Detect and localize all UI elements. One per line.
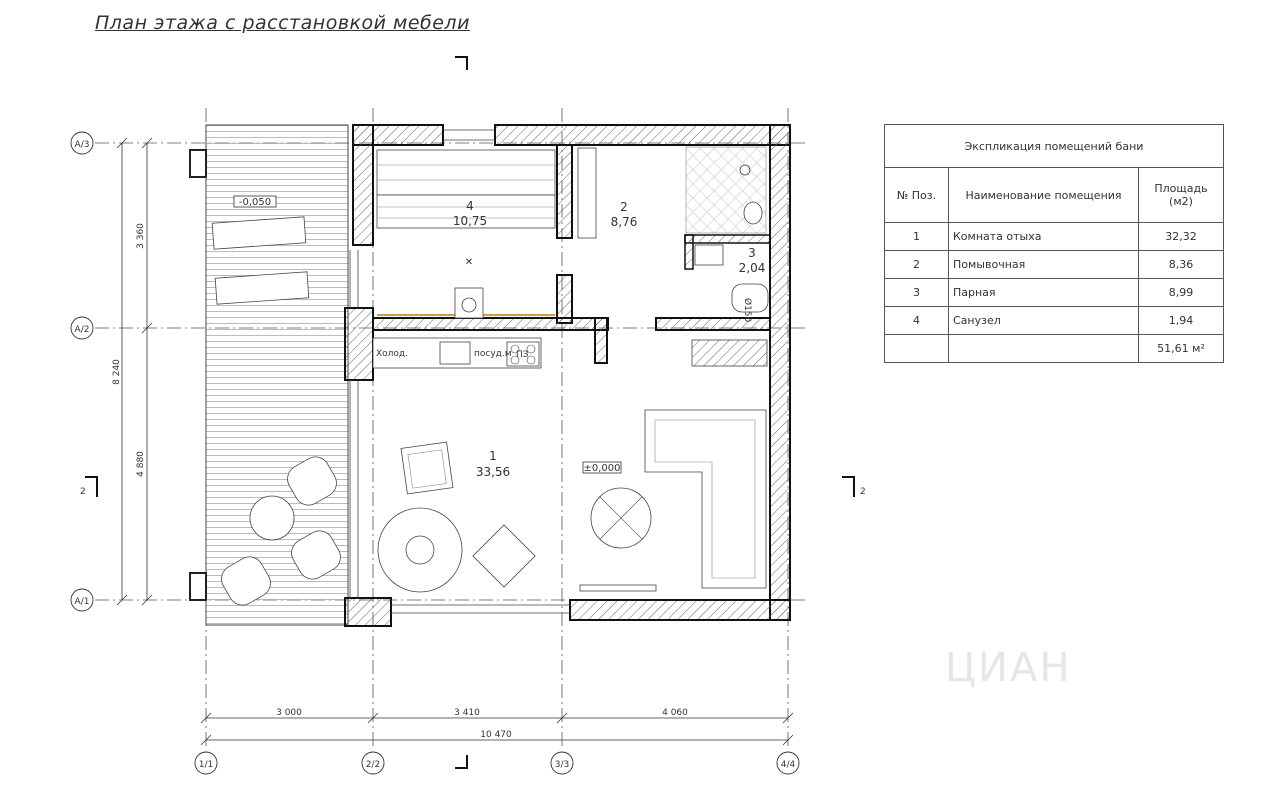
stove-label: ПЗ	[516, 350, 529, 360]
dim-total-vertical: 8 240	[112, 359, 122, 385]
explication-table	[884, 124, 1224, 363]
dim-span-1: 3 000	[276, 708, 302, 718]
room-3-area: 2,04	[738, 261, 766, 275]
room-3-num: 3	[748, 246, 756, 260]
vent-label: Ø150	[742, 298, 752, 323]
toilet	[744, 202, 762, 224]
table-row-total: 51,61 м²	[885, 335, 1224, 363]
header-name: Наименование помещения	[949, 168, 1139, 223]
room-1-num: 1	[489, 449, 497, 463]
table-row: 4 Санузел 1,94	[885, 307, 1224, 335]
section-mark-right: 2	[860, 487, 866, 497]
axis-label-2: 2/2	[365, 760, 381, 770]
room-2-num: 2	[620, 200, 628, 214]
room-4-area: 10,75	[452, 214, 488, 228]
table-row: 3 Парная 8,99	[885, 279, 1224, 307]
dim-span-2: 3 410	[454, 708, 480, 718]
level-floor: ±0,000	[583, 463, 621, 474]
level-terrace: -0,050	[238, 197, 272, 208]
axis-label-1: 1/1	[198, 760, 214, 770]
washroom-bench	[578, 148, 596, 238]
watermark: ЦИАН	[945, 645, 1072, 691]
axis-label-3: 3/3	[554, 760, 570, 770]
wardrobe	[692, 340, 767, 366]
table-row: 1 Комната отыха 32,32	[885, 223, 1224, 251]
dishwasher-label: посуд.м	[474, 349, 512, 359]
explication-title: Экспликация помещений бани	[885, 125, 1224, 168]
axis-label-a3: А/3	[74, 140, 90, 150]
svg-text:✕: ✕	[464, 257, 474, 268]
kitchen-sink	[440, 342, 470, 364]
dim-lower-vertical: 4 880	[136, 451, 146, 477]
dim-upper-vertical: 3 360	[136, 223, 146, 249]
axis-label-4: 4/4	[780, 760, 796, 770]
corner-sofa	[645, 410, 766, 588]
header-area: Площадь (м2)	[1139, 168, 1224, 223]
terrace-post	[190, 150, 206, 177]
drawing-title: План этажа с расстановкой мебели	[95, 12, 470, 34]
tv-stand	[580, 585, 656, 591]
table-row: 2 Помывочная 8,36	[885, 251, 1224, 279]
vertical-dimensions	[117, 138, 152, 605]
dim-total-horizontal: 10 470	[480, 730, 512, 740]
dim-span-3: 4 060	[662, 708, 688, 718]
room-1-area: 33,56	[475, 465, 511, 479]
armchair	[473, 525, 535, 587]
washbasin	[695, 245, 723, 265]
axis-label-a1: А/1	[74, 597, 90, 607]
room-4-num: 4	[466, 199, 474, 213]
sauna-stove	[455, 288, 483, 318]
terrace-table	[250, 496, 294, 540]
fridge-label: Холод.	[376, 349, 409, 359]
room-2-area: 8,76	[610, 215, 638, 229]
section-mark-left: 2	[80, 487, 86, 497]
header-num: № Поз.	[885, 168, 949, 223]
terrace-post	[190, 573, 206, 600]
axis-label-a2: А/2	[74, 325, 90, 335]
